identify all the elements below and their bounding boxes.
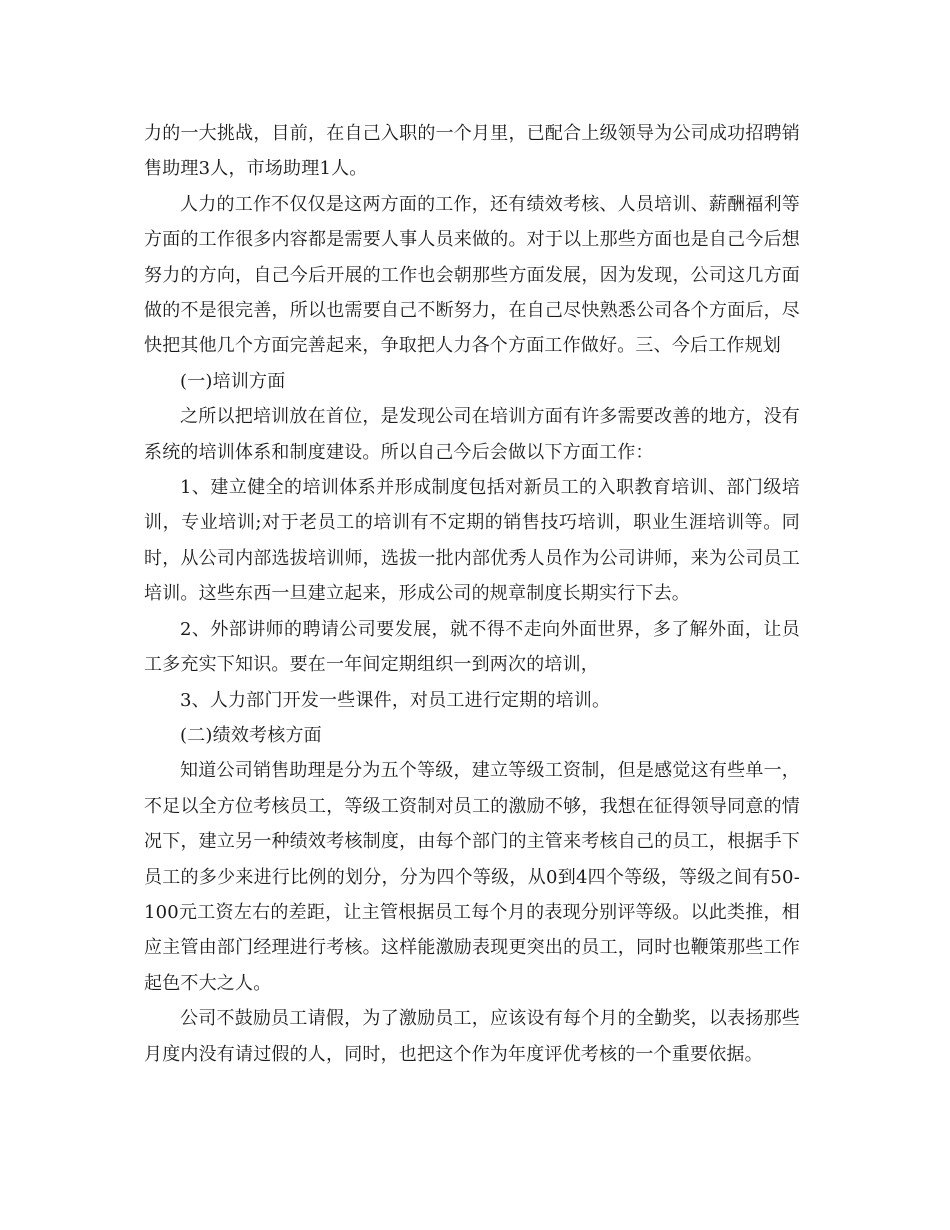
heading-training: (一)培训方面	[180, 370, 286, 392]
paragraph-training-intro: 之所以把培训放在首位，是发现公司在培训方面有许多需要改善的地方，没有系统的培训体系和制度建设。所以自己今后会做以下方面工作：	[144, 406, 800, 463]
list-item-external-lecturers: 2、外部讲师的聘请公司要发展，就不得不走向外面世界，多了解外面，让员工多充实下知识。要在一年间定期组织一到两次的培训，	[144, 618, 800, 676]
paragraph-hr-work-scope: 人力的工作不仅仅是这两方面的工作，还有绩效考核、人员培训、薪酬福利等方面的工作很多内容都是需要人事人员来做的。对于以上那些方面也是自己今后想努力的方向，自己今后开展的工作也会朝那些方面发展，因为发现，公司这几方面做的不是很完善，所以也需要自己不断努力，在自己尽快熟悉公司各个方面后，尽快把其他几个方面完善起来，争取把人力各个方面工作做好。三、今后工作规划	[144, 193, 800, 357]
list-item-training-system: 1、建立健全的培训体系并形成制度包括对新员工的入职教育培训、部门级培训，专业培训;对于老员工的培训有不定期的销售技巧培训，职业生涯培训等。同时，从公司内部选拔培训师，选拔一批内部优秀人员作为公司讲师，来为公司员工培训。这些东西一旦建立起来，形成公司的规章制度长期实行下去。	[144, 477, 800, 605]
paragraph-performance-system: 知道公司销售助理是分为五个等级，建立等级工资制，但是感觉这有些单一，不足以全方位考核员工，等级工资制对员工的激励不够，我想在征得领导同意的情况下，建立另一种绩效考核制度，由每个部门的主管来考核自己的员工，根据手下员工的多少来进行比例的划分，分为四个等级，从0到4四个等级，等级之间有50-100元工资左右的差距，让主管根据员工每个月的表现分别评等级。以此类推，相应主管由部门经理进行考核。这样能激励表现更突出的员工，同时也鞭策那些工作起色不大之人。	[144, 760, 800, 994]
heading-performance-appraisal: (二)绩效考核方面	[180, 724, 322, 746]
paragraph-attendance-award: 公司不鼓励员工请假，为了激励员工，应该设有每个月的全勤奖，以表扬那些月度内没有请过假的人，同时，也把这个作为年度评优考核的一个重要依据。	[144, 1008, 800, 1065]
paragraph-recruitment-results: 力的一大挑战，目前，在自己入职的一个月里，已配合上级领导为公司成功招聘销售助理3人，市场助理1人。	[144, 123, 800, 180]
list-item-courseware: 3、人力部门开发一些课件，对员工进行定期的培训。	[180, 689, 611, 711]
document-body	[144, 116, 800, 1072]
